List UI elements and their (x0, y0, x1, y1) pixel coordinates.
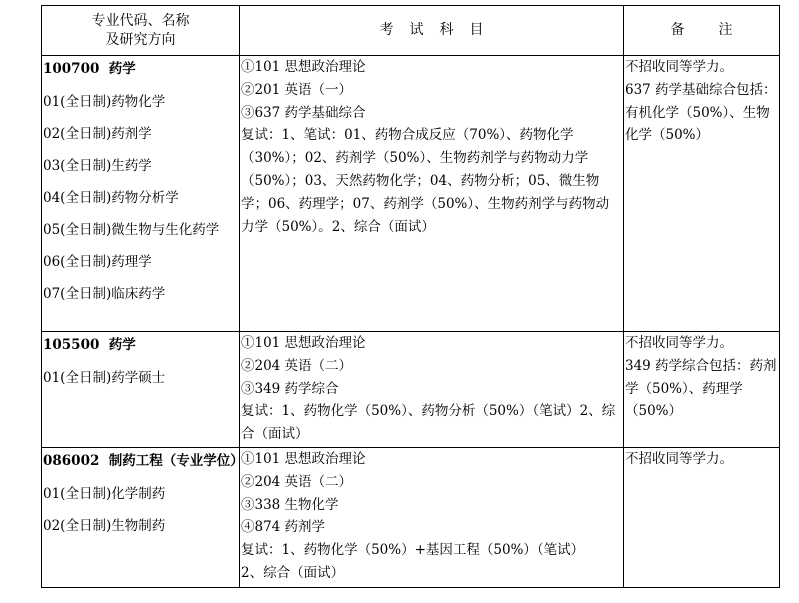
table-row (42, 332, 780, 448)
header-row (42, 6, 780, 56)
direction-item: 03(全日制)生药学 (43, 158, 152, 174)
subjects-cell (240, 448, 624, 588)
major-code-name: 086002 制药工程（专业学位） (43, 453, 244, 469)
direction-item: 02(全日制)生物制药 (43, 518, 166, 534)
major-cell (42, 448, 244, 588)
subject-item: ①101 思想政治理论 (241, 59, 366, 75)
table-row (42, 56, 780, 332)
note-item: 349 药学综合包括：药剂学（50%）、药理学（50%） (625, 357, 777, 420)
exam-subjects-table (41, 5, 780, 588)
notes-cell (624, 448, 780, 588)
note-item: 637 药学基础综合包括：有机化学（50%）、生物化学（50%） (625, 81, 777, 144)
subject-item: ③349 药学综合 (241, 380, 339, 397)
subject-item: ③338 生物化学 (241, 496, 339, 513)
note-item: 不招收同等学力。 (625, 59, 733, 75)
direction-item: 06(全日制)药理学 (43, 254, 152, 270)
subjects-cell (240, 56, 624, 332)
direction-item: 02(全日制)药剂学 (43, 126, 152, 142)
header-notes: 备注 (624, 6, 780, 56)
header-major-line2: 及研究方向 (105, 31, 176, 48)
notes-cell (624, 56, 780, 332)
note-item: 不招收同等学力。 (625, 335, 733, 351)
note-item: 不招收同等学力。 (625, 451, 733, 467)
direction-item: 01(全日制)化学制药 (43, 486, 166, 502)
notes-cell (624, 332, 780, 448)
major-cell (42, 56, 240, 332)
header-major-line1: 专业代码、名称 (91, 12, 190, 29)
subject-item: ②204 英语（二） (241, 357, 353, 374)
header-major (42, 6, 240, 56)
retest-info: 复试：1、笔试：01、药物合成反应（70%）、药物化学（30%）；02、药剂学（50%）、生物药剂学与药物动力学（50%）；03、天然药物化学；04、药物分析；05、微生物学；06、药理学；07、药剂学（50%）、生物药剂学与药物动力学（50%）。2、综合（面试） (241, 127, 610, 235)
retest-info: 复试：1、药物化学（50%）+基因工程（50%）（笔试） (241, 542, 585, 559)
table-row (42, 448, 780, 588)
header-subjects: 考试科目 (240, 6, 624, 56)
subject-item: ②201 英语（一） (241, 81, 353, 98)
subject-item: ①101 思想政治理论 (241, 335, 366, 351)
direction-item: 01(全日制)药学硕士 (43, 370, 166, 386)
major-cell (42, 332, 240, 448)
direction-item: 05(全日制)微生物与生化药学 (43, 222, 220, 238)
retest-info: 复试：1、药物化学（50%）、药物分析（50%）（笔试）2、综合（面试） (241, 403, 616, 443)
subject-item: ②204 英语（二） (241, 473, 353, 490)
subjects-cell (240, 332, 624, 448)
subject-item: ①101 思想政治理论 (241, 451, 366, 467)
retest-info: 2、综合（面试） (241, 564, 345, 581)
direction-item: 07(全日制)临床药学 (43, 286, 166, 302)
subject-item: ③637 药学基础综合 (241, 104, 366, 121)
direction-item: 04(全日制)药物分析学 (43, 190, 179, 206)
direction-item: 01(全日制)药物化学 (43, 94, 166, 110)
subject-item: ④874 药剂学 (241, 519, 326, 536)
major-code-name: 100700 药学 (43, 61, 136, 77)
major-code-name: 105500 药学 (43, 337, 136, 353)
